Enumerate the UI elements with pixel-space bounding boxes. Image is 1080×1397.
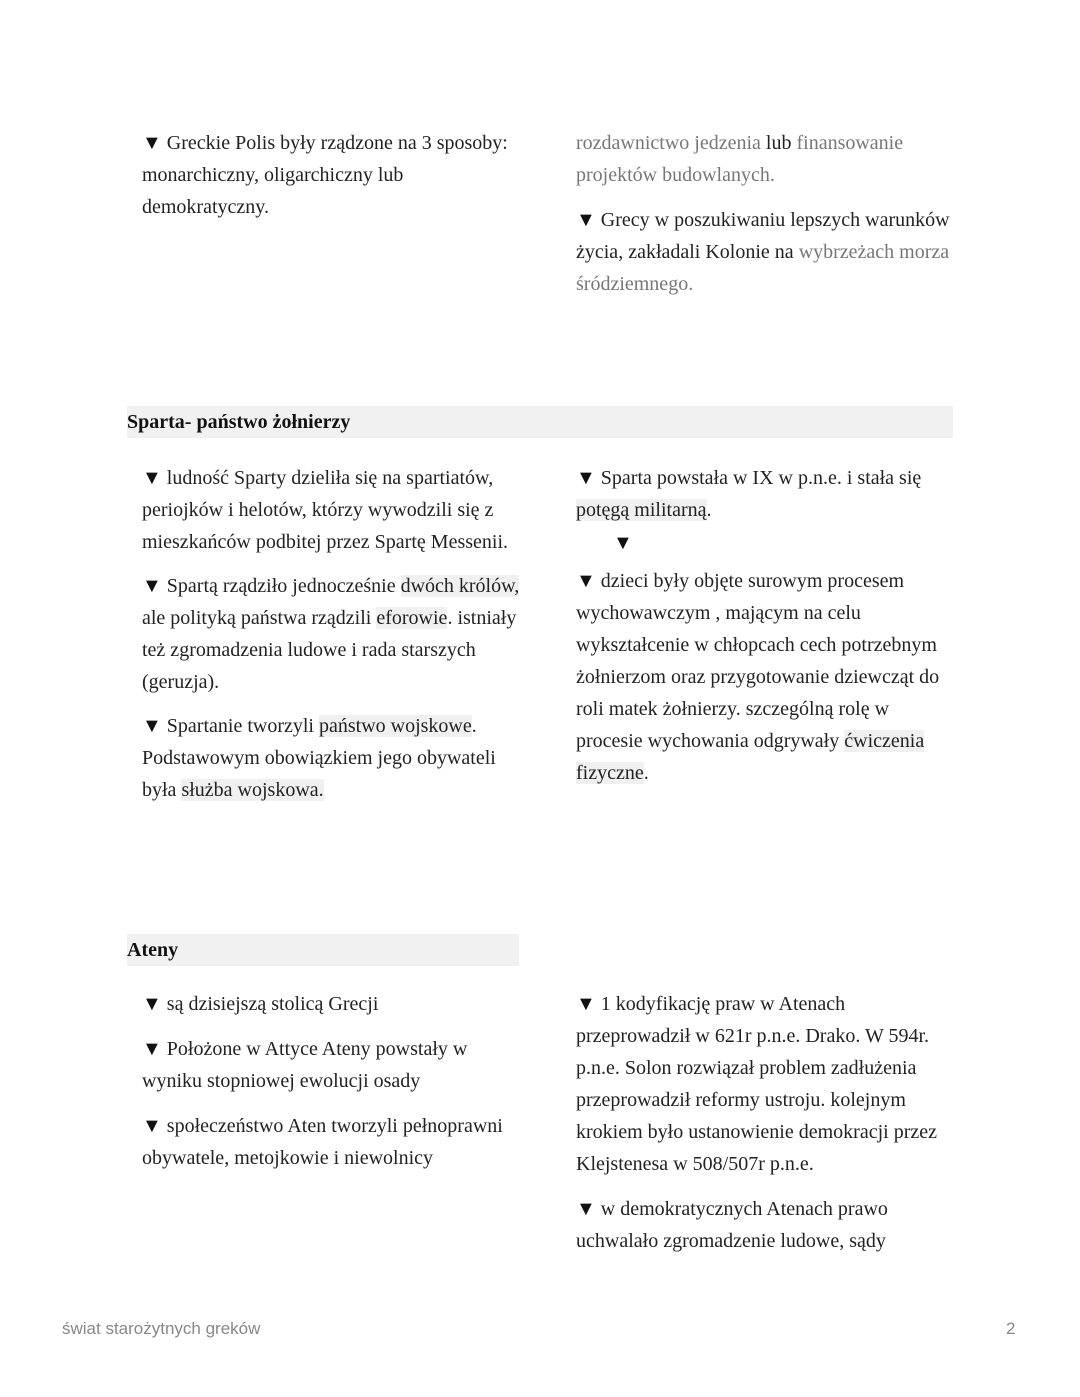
section-heading-ateny [127,934,519,966]
triangle-bullet-icon: ▼ [142,1038,162,1060]
highlighted-text: państwo wojskowe [318,715,472,737]
paragraph-text: w demokratycznych Atenach prawo uchwalało zgromadzenie ludowe, sądy [576,1198,888,1252]
paragraph-polis-systems [142,127,527,223]
paragraph-sparta-population [142,462,527,558]
paragraph-sparta-origin [576,462,956,526]
page-number: 2 [1006,1319,1016,1338]
paragraph-food-distribution [576,127,956,191]
paragraph-text: finansowanie projektów budowlanych. [576,132,904,186]
paragraph-ateny-capital [142,988,527,1020]
highlighted-text: dwóch królów, [400,575,520,597]
highlighted-text: ćwiczenia fizyczne [576,730,925,784]
triangle-bullet-icon: ▼ [142,715,162,737]
highlighted-text: eforowie [376,607,448,629]
paragraph-text: . istniały też zgromadzenia ludowe i rada starszych (geruzja). [142,607,517,693]
highlighted-text: potęgą militarną [576,499,707,521]
paragraph-text: Greckie Polis były rządzone na 3 sposoby: monarchiczny, oligarchiczny lub demokratyczny. [142,132,508,218]
footer-title: świat starożytnych greków [62,1319,261,1338]
paragraph-text: są dzisiejszą stolicą Grecji [166,993,379,1015]
paragraph-text: Spartanie tworzyli [166,715,319,737]
paragraph-text: wybrzeżach morza śródziemnego. [576,241,950,295]
paragraph-ateny-origin [142,1033,527,1097]
triangle-bullet-icon: ▼ [576,993,596,1015]
paragraph-text: Położone w Attyce Ateny powstały w wyniku stopniowej ewolucji osady [142,1038,468,1092]
ateny-right-column [576,988,956,1257]
ateny-left-column [142,988,527,1174]
paragraph-text: Spartą rządziło jednocześnie [166,575,401,597]
triangle-bullet-icon: ▼ [142,1115,162,1137]
paragraph-text: 1 kodyfikację praw w Atenach przeprowadził w 621r p.n.e. Drako. W 594r. p.n.e. Solon rozwiązał problem zadłużenia przeprowadził reformy ustroju. kolejnym krokiem było ustanowienie demokracji przez Klejstenesa w 508/507r p.n.e. [576,993,937,1175]
sparta-left-column [142,462,527,806]
top-left-column [142,127,527,223]
paragraph-text: Grecy w poszukiwaniu lepszych warunków życia, zakładali Kolonie na [576,209,950,263]
paragraph-ateny-laws [576,988,956,1180]
paragraph-text: . Podstawowym obowiązkiem jego obywateli była [142,715,496,801]
paragraph-text: rozdawnictwo jedzenia [576,132,761,154]
paragraph-sparta-education [576,565,956,789]
paragraph-text: . [706,499,712,521]
sparta-right-column-education [576,565,956,789]
triangle-bullet-icon: ▼ [613,532,633,554]
paragraph-text: . [643,762,649,784]
triangle-bullet-icon: ▼ [142,132,162,154]
paragraph-text: społeczeństwo Aten tworzyli pełnoprawni obywatele, metojkowie i niewolnicy [142,1115,503,1169]
paragraph-colonies [576,204,956,300]
triangle-bullet-icon: ▼ [576,209,596,231]
empty-bullet-item [613,527,633,559]
highlighted-text: służba wojskowa. [181,779,324,801]
section-heading-sparta [127,406,953,438]
triangle-bullet-icon: ▼ [142,575,162,597]
triangle-bullet-icon: ▼ [142,993,162,1015]
paragraph-ateny-society [142,1110,527,1174]
paragraph-sparta-military-state [142,710,527,806]
triangle-bullet-icon: ▼ [576,570,596,592]
top-right-column [576,127,956,300]
heading-text: Sparta- państwo żołnierzy [127,411,351,433]
paragraph-ateny-democracy [576,1193,956,1257]
paragraph-text: dzieci były objęte surowym procesem wychowawczym , mającym na celu wykształcenie w chłopcach cech potrzebnym żołnierzom oraz przygotowanie dziewcząt do roli matek żołnierzy. szczególną rolę w procesie wychowania odgrywały [576,570,940,752]
heading-text: Ateny [127,939,179,961]
triangle-bullet-icon: ▼ [576,467,596,489]
sparta-right-column [576,462,956,526]
paragraph-text: ale polityką państwa rządzili [142,607,377,629]
triangle-bullet-icon: ▼ [142,467,162,489]
triangle-bullet-icon: ▼ [576,1198,596,1220]
paragraph-sparta-rulers [142,570,527,698]
paragraph-text: ludność Sparty dzieliła się na spartiatów, periojków i helotów, którzy wywodzili się z mieszkańców podbitej przez Spartę Messenii. [142,467,508,553]
paragraph-text: Sparta powstała w IX w p.n.e. i stała się [600,467,922,489]
paragraph-text: lub [760,132,797,154]
